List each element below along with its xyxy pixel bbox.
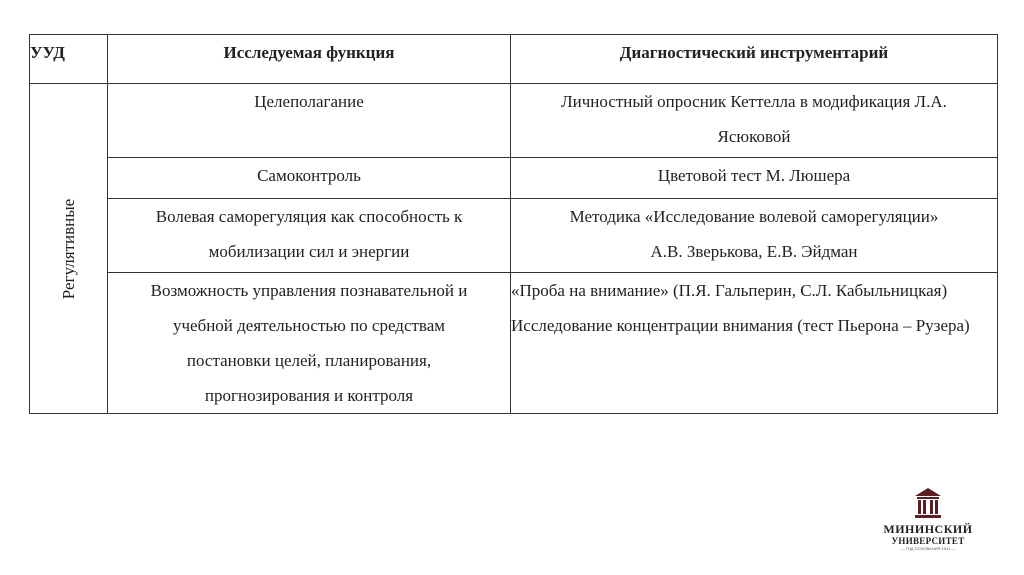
logo-tagline: — ГОД ОСНОВАНИЯ 1911 —: [900, 546, 956, 551]
table-row: [30, 199, 998, 273]
function-cell: [108, 199, 511, 273]
university-logo: [868, 486, 988, 566]
function-line: Целеполагание: [254, 92, 364, 111]
header-function: Исследуемая функция: [108, 35, 511, 84]
function-cell: [108, 158, 511, 199]
function-line: учебной деятельностью по средствам: [172, 316, 446, 335]
tool-cell: [511, 273, 998, 414]
function-cell: [108, 273, 511, 414]
diagnostics-table: [29, 34, 998, 414]
group-label: Регулятивные: [58, 198, 78, 299]
header-uud: УУД: [30, 35, 108, 84]
function-line: Возможность управления познавательной и: [150, 281, 468, 300]
tool-line: А.В. Зверькова, Е.В. Эйдман: [650, 242, 858, 261]
header-tools: Диагностический инструментарий: [511, 35, 998, 84]
table-header-row: [30, 35, 998, 84]
tool-cell: [511, 158, 998, 199]
tool-paragraph: Исследование концентрации внимания (тест Пьерона – Рузера): [511, 316, 970, 335]
tool-paragraph: «Проба на внимание» (П.Я. Гальперин, С.Л. Кабыльницкая): [511, 281, 948, 300]
tool-line: Цветовой тест М. Люшера: [657, 166, 851, 185]
tool-cell: [511, 84, 998, 158]
function-line: постановки целей, планирования,: [186, 351, 432, 370]
function-cell: [108, 84, 511, 158]
function-line: Волевая саморегуляция как способность к: [155, 207, 463, 226]
function-line: Самоконтроль: [257, 166, 361, 185]
function-line: прогнозирования и контроля: [204, 386, 414, 405]
logo-title: МИНИНСКИЙ: [883, 522, 973, 536]
logo-subtitle: УНИВЕРСИТЕТ: [891, 536, 965, 546]
building-icon: [911, 486, 945, 520]
tool-line: Методика «Исследование волевой саморегуляции»: [569, 207, 939, 226]
table-row: [30, 84, 998, 158]
tool-line: Ясюковой: [717, 127, 791, 146]
group-cell: [30, 84, 108, 414]
table-row: [30, 273, 998, 414]
tool-cell: [511, 199, 998, 273]
function-line: мобилизации сил и энергии: [208, 242, 410, 261]
table-row: [30, 158, 998, 199]
tool-line: Личностный опросник Кеттелла в модификация Л.А.: [561, 92, 947, 111]
